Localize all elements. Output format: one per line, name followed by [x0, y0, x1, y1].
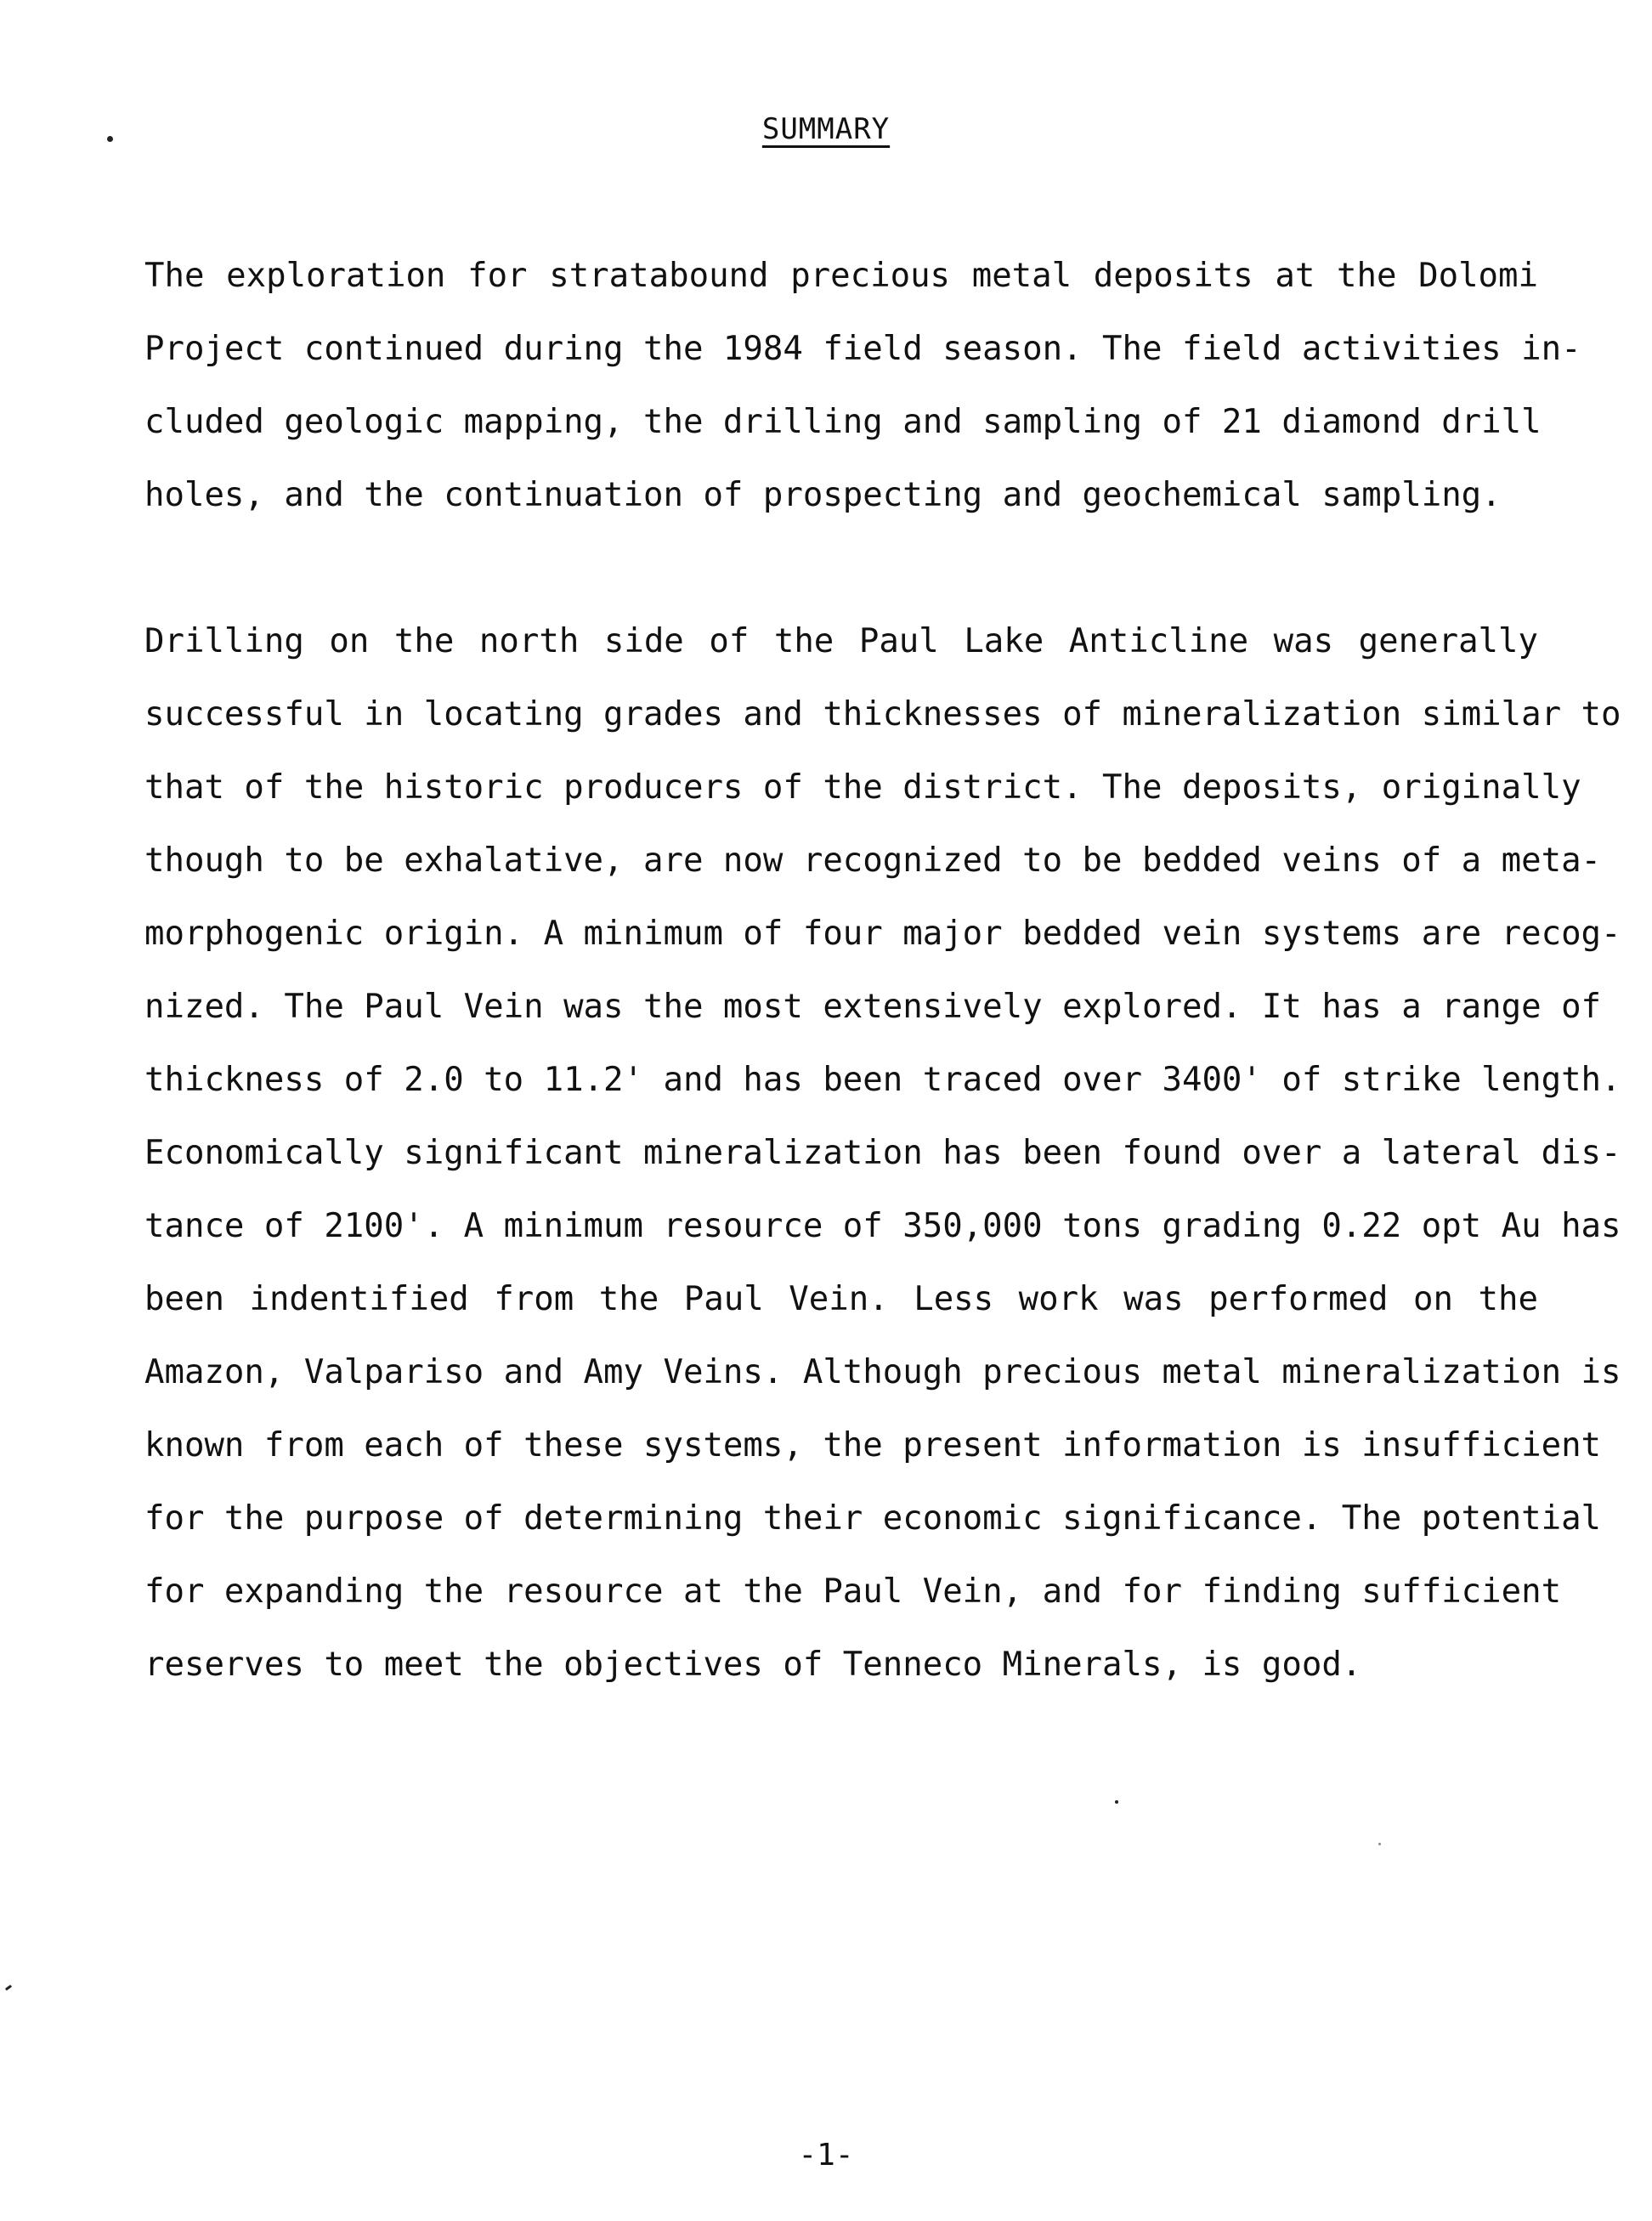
paragraph-line: Drilling on the north side of the Paul Lake Anticline was generally — [144, 622, 1538, 660]
paragraph-line: morphogenic origin. A minimum of four major bedded vein systems are recog- — [144, 915, 1621, 953]
paragraph-line: holes, and the continuation of prospecting and geochemical sampling. — [144, 476, 1502, 514]
paragraph-line: for the purpose of determining their economic significance. The potential — [144, 1499, 1602, 1538]
paragraph-line: though to be exhalative, are now recognized to be bedded veins of a meta- — [144, 841, 1602, 880]
paragraph-2 — [144, 605, 1621, 1702]
paragraph-line: Amazon, Valpariso and Amy Veins. Although precious metal mineralization is — [144, 1353, 1621, 1391]
scan-speck — [1115, 1800, 1118, 1804]
paragraph-line: for expanding the resource at the Paul Vein, and for finding sufficient — [144, 1572, 1562, 1611]
paragraph-line: that of the historic producers of the district. The deposits, originally — [144, 768, 1581, 807]
paragraph-line: thickness of 2.0 to 11.2' and has been traced over 3400' of strike length. — [144, 1061, 1621, 1099]
scan-speck — [5, 1985, 12, 1991]
paragraph-line: been indentified from the Paul Vein. Less work was performed on the — [144, 1280, 1538, 1318]
paragraph-line: tance of 2100'. A minimum resource of 350,000 tons grading 0.22 opt Au has — [144, 1207, 1621, 1245]
paragraph-line: The exploration for stratabound precious metal deposits at the Dolomi — [144, 257, 1538, 295]
paragraph-line: Economically significant mineralization has been found over a lateral dis- — [144, 1134, 1621, 1172]
page-title — [0, 112, 1652, 146]
paragraph-line: successful in locating grades and thicknesses of mineralization similar to — [144, 695, 1621, 734]
scan-speck — [1378, 1843, 1381, 1845]
paragraph-line: nized. The Paul Vein was the most extensively explored. It has a range of — [144, 988, 1602, 1026]
paragraph-line: cluded geologic mapping, the drilling and sampling of 21 diamond drill — [144, 403, 1542, 441]
paragraph-1 — [144, 240, 1581, 532]
paragraph-line: Project continued during the 1984 field season. The field activities in- — [144, 330, 1581, 368]
title-text: SUMMARY — [761, 112, 891, 146]
paragraph-line: known from each of these systems, the present information is insufficient — [144, 1426, 1602, 1465]
page-number: -1- — [798, 2138, 854, 2173]
paragraph-line: reserves to meet the objectives of Tenneco Minerals, is good. — [144, 1646, 1362, 1684]
